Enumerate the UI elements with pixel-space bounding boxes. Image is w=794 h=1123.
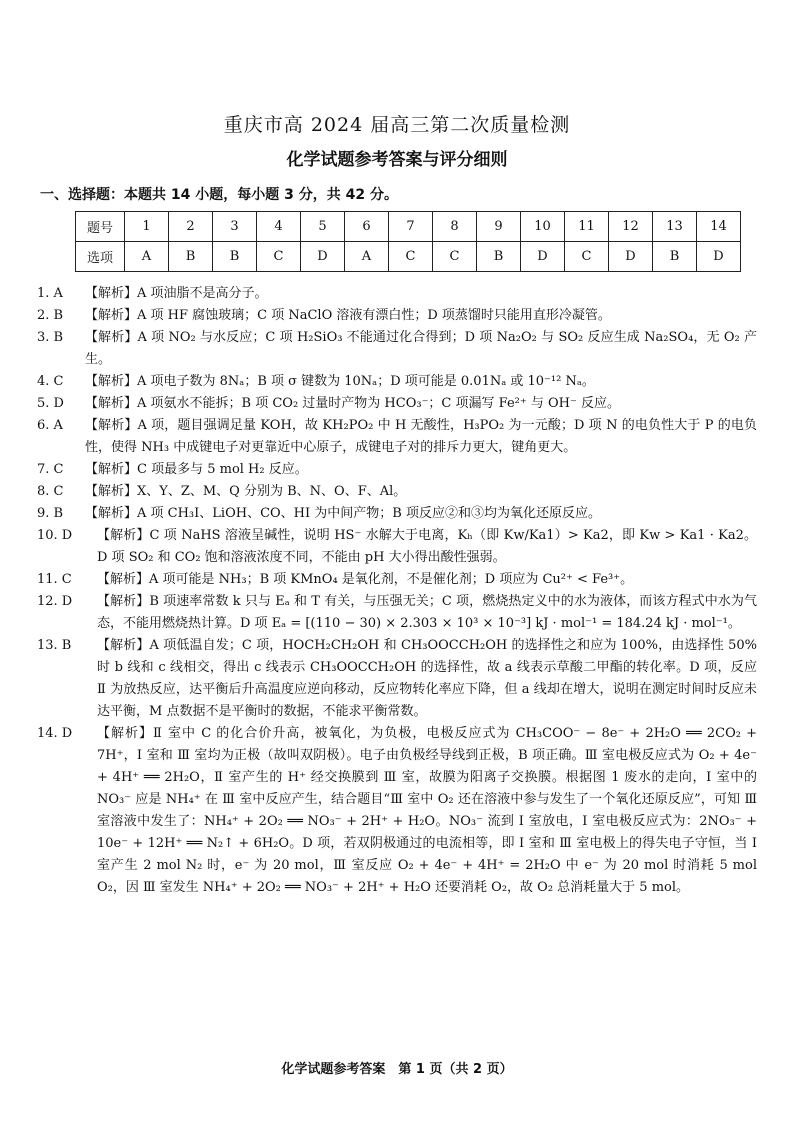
- answer-option: B: [169, 242, 213, 272]
- explanation-item: [37, 283, 757, 305]
- document-title: 重庆市高 2024 届高三第二次质量检测: [223, 114, 571, 136]
- question-number: 2: [169, 212, 213, 242]
- item-text: 【解析】C 项 NaHS 溶液呈碱性，说明 HS⁻ 水解大于电离，Kₕ（即 Kw/Ka1）> Ka2，即 Kw > Ka1 · Ka2。D 项 SO₂ 和 CO₂ 饱和溶液浓度不同，不能由 pH 大小得出酸性强弱。: [97, 528, 757, 565]
- answer-option: D: [609, 242, 653, 272]
- answer-option: A: [345, 242, 389, 272]
- item-text: 【解析】A 项 HF 腐蚀玻璃；C 项 NaClO 溶液有漂白性；D 项蒸馏时只能用直形冷凝管。: [85, 308, 611, 323]
- item-number: 10. D: [37, 528, 73, 543]
- explanation-item: [37, 371, 757, 393]
- item-number: 8. C: [37, 484, 64, 499]
- item-number: 11. C: [37, 572, 72, 587]
- question-number: 13: [653, 212, 697, 242]
- item-number: 14. D: [37, 726, 73, 741]
- answer-option: B: [477, 242, 521, 272]
- answer-option: D: [301, 242, 345, 272]
- item-text: 【解析】A 项可能是 NH₃；B 项 KMnO₄ 是氧化剂，不是催化剂；D 项应为 Cu²⁺ < Fe³⁺。: [97, 572, 634, 587]
- answer-table-option-row: [76, 242, 741, 272]
- item-text: 【解析】X、Y、Z、M、Q 分别为 B、N、O、F、Al。: [85, 484, 407, 499]
- explanation-item: [37, 503, 757, 525]
- item-number: 6. A: [37, 418, 63, 433]
- row-label-options: 选项: [76, 242, 125, 272]
- answer-option: D: [521, 242, 565, 272]
- question-number: 12: [609, 212, 653, 242]
- answer-option: A: [125, 242, 169, 272]
- answer-table-number-row: [76, 212, 741, 242]
- item-text: 【解析】A 项电子数为 8Nₐ；B 项 σ 键数为 10Nₐ；D 项可能是 0.01Nₐ 或 10⁻¹² Nₐ。: [85, 374, 595, 389]
- question-number: 4: [257, 212, 301, 242]
- answer-option: B: [653, 242, 697, 272]
- question-number: 5: [301, 212, 345, 242]
- explanation-item: [37, 327, 757, 371]
- item-number: 12. D: [37, 594, 73, 609]
- item-number: 13. B: [37, 638, 72, 653]
- page-footer: 化学试题参考答案 第 1 页（共 2 页）: [281, 1062, 513, 1077]
- explanation-item: [37, 415, 757, 459]
- explanation-item: [37, 569, 757, 591]
- item-number: 1. A: [37, 286, 63, 301]
- document-subtitle: 化学试题参考答案与评分细则: [286, 150, 508, 170]
- item-text: 【解析】A 项油脂不是高分子。: [85, 286, 268, 301]
- answer-option: C: [257, 242, 301, 272]
- explanation-item: [37, 459, 757, 481]
- question-number: 11: [565, 212, 609, 242]
- explanation-item: [37, 723, 757, 899]
- answer-option: C: [389, 242, 433, 272]
- question-number: 6: [345, 212, 389, 242]
- question-number: 14: [697, 212, 741, 242]
- section-heading: 一、选择题：本题共 14 小题，每小题 3 分，共 42 分。: [40, 187, 398, 203]
- item-text: 【解析】A 项，题目强调足量 KOH，故 KH₂PO₂ 中 H 无酸性，H₃PO₂ 为一元酸；D 项 N 的电负性大于 P 的电负性，使得 NH₃ 中成键电子对更靠近中心原子，成键电子对的排斥力更大，键角更大。: [85, 418, 757, 455]
- explanation-item: [37, 525, 757, 569]
- explanation-item: [37, 481, 757, 503]
- question-number: 10: [521, 212, 565, 242]
- answer-option: C: [433, 242, 477, 272]
- question-number: 9: [477, 212, 521, 242]
- item-number: 7. C: [37, 462, 64, 477]
- explanation-item: [37, 305, 757, 327]
- explanation-list: [37, 283, 757, 899]
- item-text: 【解析】C 项最多与 5 mol H₂ 反应。: [85, 462, 308, 477]
- row-label-numbers: 题号: [76, 212, 125, 242]
- answer-option: C: [565, 242, 609, 272]
- item-number: 9. B: [37, 506, 64, 521]
- explanation-item: [37, 393, 757, 415]
- item-text: 【解析】A 项氨水不能拆；B 项 CO₂ 过量时产物为 HCO₃⁻；C 项漏写 Fe²⁺ 与 OH⁻ 反应。: [85, 396, 620, 411]
- answer-option: B: [213, 242, 257, 272]
- item-text: 【解析】B 项速率常数 k 只与 Eₐ 和 T 有关，与压强无关；C 项，燃烧热定义中的水为液体，而该方程式中水为气态，不能用燃烧热计算。D 项 Eₐ = [(110 − 30) × 2.303 × 10³ × 10⁻³] kJ · mol⁻¹ = 184.24 kJ · mol⁻¹。: [97, 594, 757, 631]
- question-number: 8: [433, 212, 477, 242]
- answer-option: D: [697, 242, 741, 272]
- item-number: 3. B: [37, 330, 64, 345]
- question-number: 3: [213, 212, 257, 242]
- question-number: 1: [125, 212, 169, 242]
- item-text: 【解析】A 项 NO₂ 与水反应；C 项 H₂SiO₃ 不能通过化合得到；D 项 Na₂O₂ 与 SO₂ 反应生成 Na₂SO₄，无 O₂ 产生。: [85, 330, 757, 367]
- item-text: 【解析】A 项低温自发；C 项，HOCH₂CH₂OH 和 CH₃OOCCH₂OH 的选择性之和应为 100%，由选择性 50% 时 b 线和 c 线相交，得出 c 线表示 CH₃OOCCH₂OH 的选择性，故 a 线表示草酸二甲酯的转化率。D 项，反应 Ⅱ 为放热反应，达平衡后升高温度应逆向移动，反应物转化率应下降，但 a 线却在增大，说明在测定时间时反应未达平衡，M 点数据不是平衡时的数据，不能求平衡常数。: [97, 638, 757, 719]
- item-text: 【解析】Ⅱ 室中 C 的化合价升高，被氧化，为负极，电极反应式为 CH₃COO⁻ − 8e⁻ + 2H₂O ══ 2CO₂ + 7H⁺，Ⅰ 室和 Ⅲ 室均为正极（故叫双阴极）。电子由负极经导线到正极，B 项正确。Ⅲ 室电极反应式为 O₂ + 4e⁻ + 4H⁺ ══ 2H₂O，Ⅱ 室产生的 H⁺ 经交换膜到 Ⅲ 室，故膜为阳离子交换膜。根据图 1 废水的走向，Ⅰ 室中的 NO₃⁻ 应是 NH₄⁺ 在 Ⅲ 室中反应产生，结合题目“Ⅲ 室中 O₂ 还在溶液中参与发生了一个氧化还原反应”，可知 Ⅲ 室溶液中发生了：NH₄⁺ + 2O₂ ══ NO₃⁻ + 2H⁺ + H₂O。NO₃⁻ 流到 Ⅰ 室放电，Ⅰ 室电极反应式为：2NO₃⁻ + 10e⁻ + 12H⁺ ══ N₂↑ + 6H₂O。D 项，若双阴极通过的电流相等，即 Ⅰ 室和 Ⅲ 室电极上的得失电子守恒，当 Ⅰ 室产生 2 mol N₂ 时，e⁻ 为 20 mol，Ⅲ 室反应 O₂ + 4e⁻ + 4H⁺ = 2H₂O 中 e⁻ 为 20 mol 时消耗 5 mol O₂，因 Ⅲ 室发生 NH₄⁺ + 2O₂ ══ NO₃⁻ + 2H⁺ + H₂O 还要消耗 O₂，故 O₂ 总消耗量大于 5 mol。: [97, 726, 757, 895]
- item-number: 5. D: [37, 396, 64, 411]
- item-number: 4. C: [37, 374, 64, 389]
- answer-table: [75, 211, 741, 272]
- explanation-item: [37, 635, 757, 723]
- item-text: 【解析】A 项 CH₃I、LiOH、CO、HI 为中间产物；B 项反应②和③均为氧化还原反应。: [85, 506, 601, 521]
- explanation-item: [37, 591, 757, 635]
- question-number: 7: [389, 212, 433, 242]
- item-number: 2. B: [37, 308, 64, 323]
